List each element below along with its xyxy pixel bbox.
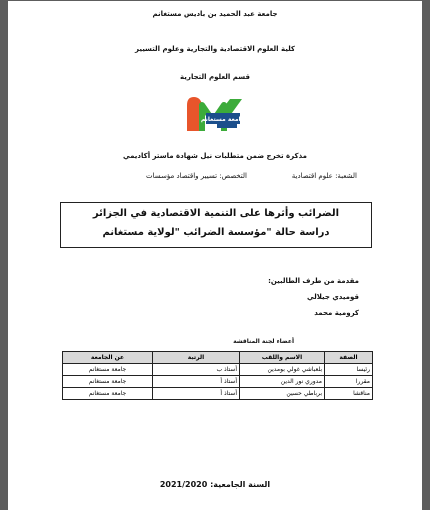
table-row — [63, 364, 373, 376]
logo-text: جامعة مستغانم — [200, 116, 246, 123]
faculty-name: كلية العلوم الاقتصادية والتجارية وعلوم التسيير — [134, 45, 295, 53]
department-name: قسم العلوم التجارية — [180, 73, 250, 81]
col-header-name: الاسم واللقب — [240, 352, 325, 364]
member-rank: أستاذ ب — [153, 364, 240, 376]
col-header-university: عن الجامعة — [63, 352, 153, 364]
title-box — [60, 202, 372, 248]
student-name-1: قوميدي جيلالي — [307, 293, 359, 301]
member-university: جامعة مستغانم — [63, 388, 153, 400]
university-logo-icon — [183, 93, 247, 135]
students-label: مقدمة من طرف الطالبين: — [268, 277, 359, 285]
member-name: مدوري نور الدين — [240, 376, 325, 388]
committee-table — [62, 351, 373, 400]
thesis-specialty: التخصص: تسيير واقتصاد مؤسسات — [146, 172, 247, 180]
member-rank: أستاذ أ — [153, 376, 240, 388]
col-header-role: الصفة — [325, 352, 373, 364]
member-rank: أستاذ أ — [153, 388, 240, 400]
member-name: برباطي حسين — [240, 388, 325, 400]
thesis-type: مذكرة تخرج ضمن متطلبات نيل شهادة ماستر أكاديمي — [123, 152, 307, 160]
committee-label: أعضاء لجنة المناقشة — [233, 338, 294, 345]
document-page — [8, 1, 422, 510]
title-line-2: دراسة حالة "مؤسسة الضرائب "لولاية مستغانم — [102, 227, 330, 238]
student-name-2: كرومية محمد — [314, 309, 359, 317]
academic-year: السنة الجامعية: 2021/2020 — [159, 480, 271, 489]
table-header-row — [63, 352, 373, 364]
university-name: جامعة عبد الحميد بن باديس مستغانم — [152, 10, 278, 18]
table-row — [63, 388, 373, 400]
member-role: مقررا — [325, 376, 373, 388]
title-line-1: الضرائب وأثرها على التنمية الاقتصادية في الجزائر — [92, 208, 340, 219]
member-university: جامعة مستغانم — [63, 376, 153, 388]
col-header-rank: الرتبة — [153, 352, 240, 364]
member-role: مناقشا — [325, 388, 373, 400]
member-role: رئيسا — [325, 364, 373, 376]
thesis-branch: الشعبة: علوم اقتصادية — [291, 172, 357, 180]
member-university: جامعة مستغانم — [63, 364, 153, 376]
member-name: بلعباشي غولي بومدين — [240, 364, 325, 376]
table-row — [63, 376, 373, 388]
